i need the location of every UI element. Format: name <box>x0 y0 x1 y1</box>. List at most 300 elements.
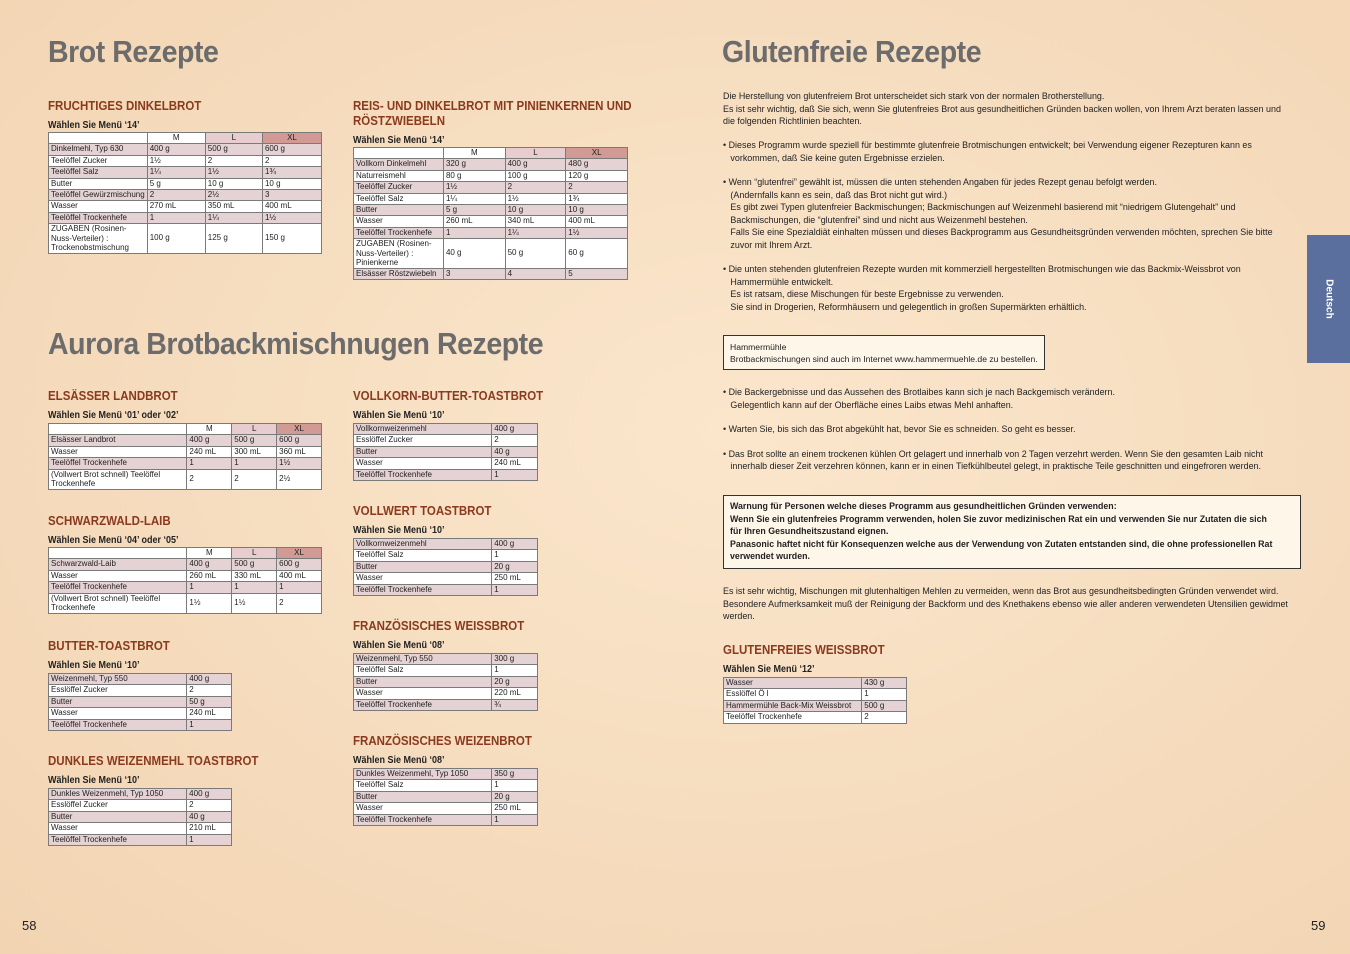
text-line: Brotbackmischungen sind auch im Internet www.hammermuehle.de zu bestellen. <box>730 354 1038 364</box>
amount-cell: 400 g <box>187 559 232 570</box>
ingredient-cell: Butter <box>49 696 187 707</box>
amount-cell: 300 g <box>492 654 538 665</box>
text-line: • Warten Sie, bis sich das Brot abgekühlt hat, bevor Sie es schneiden. So geht es besser. <box>723 424 1076 435</box>
table-row <box>49 178 322 189</box>
amount-cell: 1 <box>187 458 232 469</box>
table-header-row <box>49 133 322 144</box>
table-row <box>354 654 538 665</box>
amount-cell: 1 <box>492 665 538 676</box>
page-title-brot: Brot Rezepte <box>48 34 219 69</box>
amount-cell: 350 mL <box>205 201 262 212</box>
ingredient-cell: (Vollwert Brot schnell) Teelöffel Trockenhefe <box>49 593 187 613</box>
closing-paragraph <box>723 586 1300 624</box>
amount-cell: 1½ <box>147 155 205 166</box>
recipe-table-vollwert <box>353 538 538 596</box>
amount-cell: 1 <box>492 814 538 825</box>
recipe-table-butter <box>48 673 232 731</box>
table-row <box>49 570 322 581</box>
text-line: Gelegentlich kann auf der Oberfläche eines Laibs etwas Mehl anhaften. <box>723 399 1014 411</box>
amount-cell: 100 g <box>505 170 566 181</box>
bullet-item <box>723 387 1300 412</box>
amount-cell: 5 <box>566 268 628 279</box>
amount-cell: 1 <box>232 458 277 469</box>
amount-cell: 250 mL <box>492 573 538 584</box>
amount-cell: 2 <box>862 712 907 723</box>
recipe-table-franz-weiss <box>353 653 538 711</box>
amount-cell: 400 g <box>187 435 232 446</box>
table-row <box>49 212 322 223</box>
text-line: • Die unten stehenden glutenfreien Rezepte wurden mit kommerziell hergestellten Brotmischungen wie das Backmix-Weissbrot von <box>723 264 1241 275</box>
recipe-title-schwarzwald: SCHWARZWALD-LAIB <box>48 514 171 528</box>
table-row <box>724 678 907 689</box>
table-row <box>354 268 628 279</box>
column-header <box>49 133 148 144</box>
table-row <box>49 469 322 489</box>
ingredient-cell: Dunkles Weizenmehl, Typ 1050 <box>49 789 187 800</box>
table-header-row <box>49 424 322 435</box>
amount-cell: 240 mL <box>187 446 232 457</box>
bullet-list-1 <box>723 140 1300 314</box>
recipe-title-elsasser: ELSÄSSER LANDBROT <box>48 389 178 403</box>
recipe-title-reis <box>353 99 632 129</box>
table-row <box>354 435 538 446</box>
warning-text <box>730 501 1300 564</box>
amount-cell: 1 <box>862 689 907 700</box>
table-row <box>49 708 232 719</box>
bullet-item <box>723 449 1300 474</box>
recipe-menu-reis: Wählen Sie Menü ‘14’ <box>353 135 445 146</box>
ingredient-cell: Teelöffel Trockenhefe <box>354 584 492 595</box>
table-row <box>354 424 538 435</box>
amount-cell: 270 mL <box>147 201 205 212</box>
ingredient-cell: Wasser <box>354 688 492 699</box>
column-header: XL <box>277 424 322 435</box>
amount-cell: 10 g <box>566 205 628 216</box>
text-line: Falls Sie eine Spezialdiät einhalten müssen und dieses Backprogramm aus Gesundheitsgründen verwenden möchten, sprechen Sie bitte <box>723 227 1273 238</box>
amount-cell: 1 <box>232 582 277 593</box>
text-line: Panasonic haftet nicht für Konsequenzen welche aus der Verwendung von Zutaten entstanden sind, die ohne professionellen Rat <box>730 538 1273 550</box>
amount-cell: 1 <box>443 227 505 238</box>
text-line: Es ist ratsam, diese Mischungen für beste Ergebnisse zu verwenden. <box>723 289 1004 300</box>
ingredient-cell: (Vollwert Brot schnell) Teelöffel Trockenhefe <box>49 469 187 489</box>
ingredient-cell: Weizenmehl, Typ 550 <box>49 674 187 685</box>
amount-cell: 5 g <box>147 178 205 189</box>
table-row <box>354 239 628 269</box>
amount-cell: 3 <box>443 268 505 279</box>
recipe-menu-fruchtiges: Wählen Sie Menü ‘14’ <box>48 120 140 131</box>
ingredient-cell: Wasser <box>354 216 444 227</box>
amount-cell: 60 g <box>566 239 628 269</box>
page-number-left: 58 <box>22 918 37 933</box>
recipe-menu-vollkorn: Wählen Sie Menü ‘10’ <box>353 410 445 421</box>
amount-cell: 400 g <box>187 674 232 685</box>
table-row <box>354 182 628 193</box>
amount-cell: 20 g <box>492 791 538 802</box>
table-row <box>354 458 538 469</box>
recipe-menu-vollwert: Wählen Sie Menü ‘10’ <box>353 525 445 536</box>
amount-cell: 1¼ <box>505 227 566 238</box>
table-row <box>49 144 322 155</box>
ingredient-cell: Teelöffel Trockenhefe <box>49 719 187 730</box>
language-tab-deutsch[interactable] <box>1307 235 1350 363</box>
ingredient-cell: Wasser <box>354 803 492 814</box>
ingredient-cell: Wasser <box>49 201 148 212</box>
ingredient-cell: Vollkornweizenmehl <box>354 424 492 435</box>
recipe-title-glutenfrei: GLUTENFREIES WEISSBROT <box>723 643 885 657</box>
table-row <box>49 789 232 800</box>
amount-cell: 400 mL <box>277 570 322 581</box>
amount-cell: 4 <box>505 268 566 279</box>
table-row <box>49 685 232 696</box>
amount-cell: 1½ <box>277 458 322 469</box>
ingredient-cell: Vollkornweizenmehl <box>354 539 492 550</box>
amount-cell: 500 g <box>232 559 277 570</box>
amount-cell: 10 g <box>205 178 262 189</box>
amount-cell: 1 <box>187 719 232 730</box>
column-header: L <box>232 424 277 435</box>
recipe-menu-dunkles: Wählen Sie Menü ‘10’ <box>48 775 140 786</box>
text-line: für Ihren Gesundheitszustand eignen. <box>730 526 889 537</box>
ingredient-cell: Naturreismehl <box>354 170 444 181</box>
ingredient-cell: Butter <box>354 561 492 572</box>
recipe-table-glutenfrei <box>723 677 907 724</box>
table-row <box>49 559 322 570</box>
amount-cell: 5 g <box>443 205 505 216</box>
table-row <box>354 573 538 584</box>
amount-cell: 1 <box>187 582 232 593</box>
table-row <box>49 811 232 822</box>
ingredient-cell: Teelöffel Trockenhefe <box>354 814 492 825</box>
table-row <box>354 539 538 550</box>
table-row <box>49 458 322 469</box>
column-header: L <box>205 133 262 144</box>
bullet-item <box>723 177 1300 252</box>
ingredient-cell: Butter <box>354 676 492 687</box>
table-header-row <box>49 548 322 559</box>
amount-cell: 20 g <box>492 561 538 572</box>
text-line: Es gibt zwei Typen glutenfreier Backmischungen; Backmischungen auf Weizenmehl basierend mit “niedrigem Glutengehalt” und <box>723 202 1236 213</box>
amount-cell: 10 g <box>262 178 321 189</box>
amount-cell: 2 <box>492 435 538 446</box>
ingredient-cell: Teelöffel Salz <box>49 167 148 178</box>
amount-cell: 2 <box>187 685 232 696</box>
amount-cell: 1½ <box>262 212 321 223</box>
text-line: Warnung für Personen welche dieses Programm aus gesundheitlichen Gründen verwenden: <box>730 501 1117 512</box>
amount-cell: 600 g <box>277 435 322 446</box>
amount-cell: 1¼ <box>443 193 505 204</box>
amount-cell: 1 <box>277 582 322 593</box>
amount-cell: 2 <box>505 182 566 193</box>
amount-cell: 100 g <box>147 224 205 254</box>
ingredient-cell: Butter <box>354 791 492 802</box>
ingredient-cell: Butter <box>49 178 148 189</box>
ingredient-cell: Dunkles Weizenmehl, Typ 1050 <box>354 769 492 780</box>
hammermuehle-info-box <box>723 335 1045 370</box>
table-row <box>354 676 538 687</box>
amount-cell: 400 g <box>505 159 566 170</box>
text-line: Backmischungen, die “glutenfrei” sind und nicht aus Weizenmehl bestehen. <box>723 214 1028 226</box>
amount-cell: 1 <box>492 584 538 595</box>
ingredient-cell: Teelöffel Zucker <box>354 182 444 193</box>
table-row <box>354 803 538 814</box>
table-row <box>49 435 322 446</box>
amount-cell: 40 g <box>443 239 505 269</box>
amount-cell: 250 mL <box>492 803 538 814</box>
text-line: Hammermühle entwickelt. <box>723 276 834 288</box>
table-header-row <box>354 148 628 159</box>
amount-cell: 2 <box>187 469 232 489</box>
table-row <box>49 696 232 707</box>
ingredient-cell: Wasser <box>354 458 492 469</box>
amount-cell: 125 g <box>205 224 262 254</box>
ingredient-cell: Butter <box>354 205 444 216</box>
column-header: M <box>187 424 232 435</box>
ingredient-cell: Esslöffel Zucker <box>354 435 492 446</box>
amount-cell: 1 <box>147 212 205 223</box>
table-row <box>724 712 907 723</box>
amount-cell: 260 mL <box>443 216 505 227</box>
table-row <box>354 170 628 181</box>
recipe-title-fruchtiges: FRUCHTIGES DINKELBROT <box>48 99 202 113</box>
ingredient-cell: Teelöffel Trockenhefe <box>49 582 187 593</box>
ingredient-cell: Esslöffel Zucker <box>49 685 187 696</box>
recipe-menu-glutenfrei: Wählen Sie Menü ‘12’ <box>723 664 815 675</box>
amount-cell: 2 <box>147 190 205 201</box>
text-line: • Die Backergebnisse und das Aussehen des Brotlaibes kann sich je nach Backgemisch verändern. <box>723 387 1115 398</box>
table-row <box>354 769 538 780</box>
amount-cell: 1 <box>492 780 538 791</box>
ingredient-cell: Butter <box>49 811 187 822</box>
amount-cell: 400 mL <box>262 201 321 212</box>
amount-cell: 1½ <box>187 593 232 613</box>
table-row <box>49 593 322 613</box>
table-row <box>354 584 538 595</box>
amount-cell: 320 g <box>443 159 505 170</box>
amount-cell: 500 g <box>205 144 262 155</box>
ingredient-cell: Teelöffel Salz <box>354 193 444 204</box>
amount-cell: 1 <box>492 469 538 480</box>
page-title-aurora: Aurora Brotbackmischnugen Rezepte <box>48 326 544 361</box>
intro-paragraph <box>723 91 1300 129</box>
text-line: Es ist sehr wichtig, daß Sie sich, wenn Sie glutenfreies Brot aus gesundheitlichen Gründen backen wollen, von Ihrem Arzt beraten lassen und <box>723 103 1281 115</box>
table-row <box>724 700 907 711</box>
amount-cell: 430 g <box>862 678 907 689</box>
table-row <box>354 665 538 676</box>
recipe-table-reis <box>353 147 628 280</box>
column-header: L <box>505 148 566 159</box>
table-row <box>354 159 628 170</box>
ingredient-cell: Teelöffel Trockenhefe <box>49 834 187 845</box>
ingredient-cell: Wasser <box>49 446 187 457</box>
ingredient-cell: Vollkorn Dinkelmehl <box>354 159 444 170</box>
column-header <box>354 148 444 159</box>
language-tab-label: Deutsch <box>1323 279 1334 319</box>
amount-cell: 340 mL <box>505 216 566 227</box>
recipe-title-franz-weizen: FRANZÖSISCHES WEIZENBROT <box>353 734 532 748</box>
column-header: XL <box>566 148 628 159</box>
ingredient-cell: Dinkelmehl, Typ 630 <box>49 144 148 155</box>
amount-cell: 240 mL <box>187 708 232 719</box>
amount-cell: 600 g <box>262 144 321 155</box>
amount-cell: 1½ <box>205 167 262 178</box>
ingredient-cell: Esslöffel Ö l <box>724 689 862 700</box>
table-row <box>49 674 232 685</box>
text-line: Wenn Sie ein glutenfreies Programm verwenden, holen Sie zuvor medizinischen Rat ein und verwenden Sie nur Zutaten die sich <box>730 513 1267 525</box>
amount-cell: 20 g <box>492 676 538 687</box>
amount-cell: 40 g <box>492 446 538 457</box>
text-line: vorkommen, daß Sie keine guten Ergebnisse erzielen. <box>723 152 945 164</box>
table-row <box>49 719 232 730</box>
recipe-title-vollwert: VOLLWERT TOASTBROT <box>353 504 492 518</box>
ingredient-cell: Wasser <box>49 823 187 834</box>
text-line: werden. <box>723 611 755 622</box>
amount-cell: 2 <box>566 182 628 193</box>
ingredient-cell: Wasser <box>49 708 187 719</box>
column-header <box>49 548 187 559</box>
amount-cell: 120 g <box>566 170 628 181</box>
column-header: L <box>232 548 277 559</box>
amount-cell: 240 mL <box>492 458 538 469</box>
table-row <box>354 446 538 457</box>
column-header <box>49 424 187 435</box>
table-row <box>49 446 322 457</box>
table-row <box>49 155 322 166</box>
recipe-menu-butter: Wählen Sie Menü ‘10’ <box>48 660 140 671</box>
table-row <box>354 780 538 791</box>
ingredient-cell: Teelöffel Trockenhefe <box>354 699 492 710</box>
recipe-table-dunkles <box>48 788 232 846</box>
ingredient-cell: Weizenmehl, Typ 550 <box>354 654 492 665</box>
recipe-table-vollkorn <box>353 423 538 481</box>
table-row <box>354 814 538 825</box>
table-row <box>354 193 628 204</box>
text-line: • Das Brot sollte an einem trockenen kühlen Ort gelagert und innerhalb von 2 Tagen verzehrt werden. Wenn Sie den gesamten Laib nicht <box>723 448 1263 460</box>
ingredient-cell: ZUGABEN (Rosinen-Nuss-Verteiler) : Pinienkerne <box>354 239 444 269</box>
text-line: verwendet wurden. <box>730 551 810 562</box>
text-line: Besondere Aufmerksamkeit muß der Reinigung der Backform und des Knethakens ebenso wie aller anderen verwendeten Utensilien gewidmet <box>723 598 1288 610</box>
page-number-right: 59 <box>1311 918 1326 933</box>
amount-cell: 2 <box>205 155 262 166</box>
amount-cell: 1½ <box>566 227 628 238</box>
recipe-table-elsasser <box>48 423 322 490</box>
table-row <box>354 550 538 561</box>
ingredient-cell: Hammermühle Back-Mix Weissbrot <box>724 700 862 711</box>
column-header: M <box>443 148 505 159</box>
amount-cell: 600 g <box>277 559 322 570</box>
ingredient-cell: Schwarzwald-Laib <box>49 559 187 570</box>
bullet-list-2 <box>723 387 1300 474</box>
ingredient-cell: Elsässer Röstzwiebeln <box>354 268 444 279</box>
text-line: zuvor mit Ihrem Arzt. <box>723 239 813 251</box>
amount-cell: 2½ <box>277 469 322 489</box>
ingredient-cell: Teelöffel Zucker <box>49 155 148 166</box>
ingredient-cell: Wasser <box>724 678 862 689</box>
amount-cell: 1 <box>492 550 538 561</box>
amount-cell: 400 g <box>187 789 232 800</box>
text-line: die folgenden Richtlinien beachten. <box>723 116 862 127</box>
warning-box <box>723 495 1301 569</box>
table-row <box>49 823 232 834</box>
recipe-menu-elsasser: Wählen Sie Menü ‘01’ oder ‘02’ <box>48 410 179 421</box>
amount-cell: 400 g <box>492 424 538 435</box>
amount-cell: 40 g <box>187 811 232 822</box>
table-row <box>49 201 322 212</box>
recipe-table-franz-weizen <box>353 768 538 826</box>
recipe-title-vollkorn: VOLLKORN-BUTTER-TOASTBROT <box>353 389 544 403</box>
table-row <box>49 224 322 254</box>
text-line: Hammermühle <box>730 342 787 352</box>
ingredient-cell: Teelöffel Trockenhefe <box>354 469 492 480</box>
recipe-menu-schwarzwald: Wählen Sie Menü ‘04’ oder ‘05’ <box>48 535 179 546</box>
amount-cell: 2 <box>232 469 277 489</box>
page-title-glutenfrei: Glutenfreie Rezepte <box>722 34 982 69</box>
table-row <box>354 469 538 480</box>
bullet-item <box>723 264 1300 314</box>
amount-cell: 1¾ <box>566 193 628 204</box>
table-row <box>49 582 322 593</box>
amount-cell: 210 mL <box>187 823 232 834</box>
amount-cell: 2 <box>187 800 232 811</box>
text-line: • Wenn “glutenfrei” gewählt ist, müssen die unten stehenden Angaben für jedes Rezept genau befolgt werden. <box>723 177 1157 188</box>
amount-cell: 1¼ <box>205 212 262 223</box>
ingredient-cell: Teelöffel Salz <box>354 665 492 676</box>
amount-cell: 50 g <box>505 239 566 269</box>
amount-cell: 2 <box>262 155 321 166</box>
recipe-table-fruchtiges <box>48 132 322 254</box>
ingredient-cell: Teelöffel Salz <box>354 780 492 791</box>
text-line: innerhalb dieser Zeit verzehren können, kann er in einen Tiefkühlbeutel gelegt, in praktische Teile geschnitten und eingefroren werden. <box>723 461 1261 472</box>
amount-cell: 150 g <box>262 224 321 254</box>
table-row <box>49 800 232 811</box>
amount-cell: 220 mL <box>492 688 538 699</box>
ingredient-cell: Elsässer Landbrot <box>49 435 187 446</box>
amount-cell: 500 g <box>862 700 907 711</box>
recipe-table-schwarzwald <box>48 547 322 614</box>
ingredient-cell: Wasser <box>354 573 492 584</box>
column-header: XL <box>277 548 322 559</box>
recipe-title-butter: BUTTER-TOASTBROT <box>48 639 170 653</box>
ingredient-cell: Wasser <box>49 570 187 581</box>
column-header: M <box>147 133 205 144</box>
amount-cell: 360 mL <box>277 446 322 457</box>
amount-cell: 350 g <box>492 769 538 780</box>
text-line: Sie sind in Drogerien, Reformhäusern und gelegentlich in großen Supermärkten erhältlich. <box>723 301 1087 313</box>
text-line: • Dieses Programm wurde speziell für bestimmte glutenfreie Brotmischungen entwickelt; bei Verwendung eigener Rezepturen kann es <box>723 140 1252 151</box>
text-line: Es ist sehr wichtig, Mischungen mit glutenhaltigen Mehlen zu vermeiden, wenn das Brot aus gesundheitsbedingten Gründen verwendet wird. <box>723 586 1279 597</box>
ingredient-cell: ZUGABEN (Rosinen-Nuss-Verteiler) : Trockenobstmischung <box>49 224 148 254</box>
table-row <box>354 699 538 710</box>
amount-cell: 1½ <box>232 593 277 613</box>
ingredient-cell: Butter <box>354 446 492 457</box>
ingredient-cell: Esslöffel Zucker <box>49 800 187 811</box>
amount-cell: 3 <box>262 190 321 201</box>
ingredient-cell: Teelöffel Salz <box>354 550 492 561</box>
ingredient-cell: Teelöffel Gewürzmischung <box>49 190 148 201</box>
table-row <box>354 216 628 227</box>
table-row <box>354 227 628 238</box>
recipe-menu-franz-weizen: Wählen Sie Menü ‘08’ <box>353 755 445 766</box>
amount-cell: 300 mL <box>232 446 277 457</box>
table-row <box>49 834 232 845</box>
amount-cell: ¾ <box>492 699 538 710</box>
recipe-title-franz-weiss: FRANZÖSISCHES WEISSBROT <box>353 619 525 633</box>
amount-cell: 50 g <box>187 696 232 707</box>
table-row <box>354 561 538 572</box>
table-row <box>354 791 538 802</box>
recipe-title-reis-line2: RÖSTZWIEBELN <box>353 114 445 128</box>
amount-cell: 400 mL <box>566 216 628 227</box>
amount-cell: 400 g <box>492 539 538 550</box>
